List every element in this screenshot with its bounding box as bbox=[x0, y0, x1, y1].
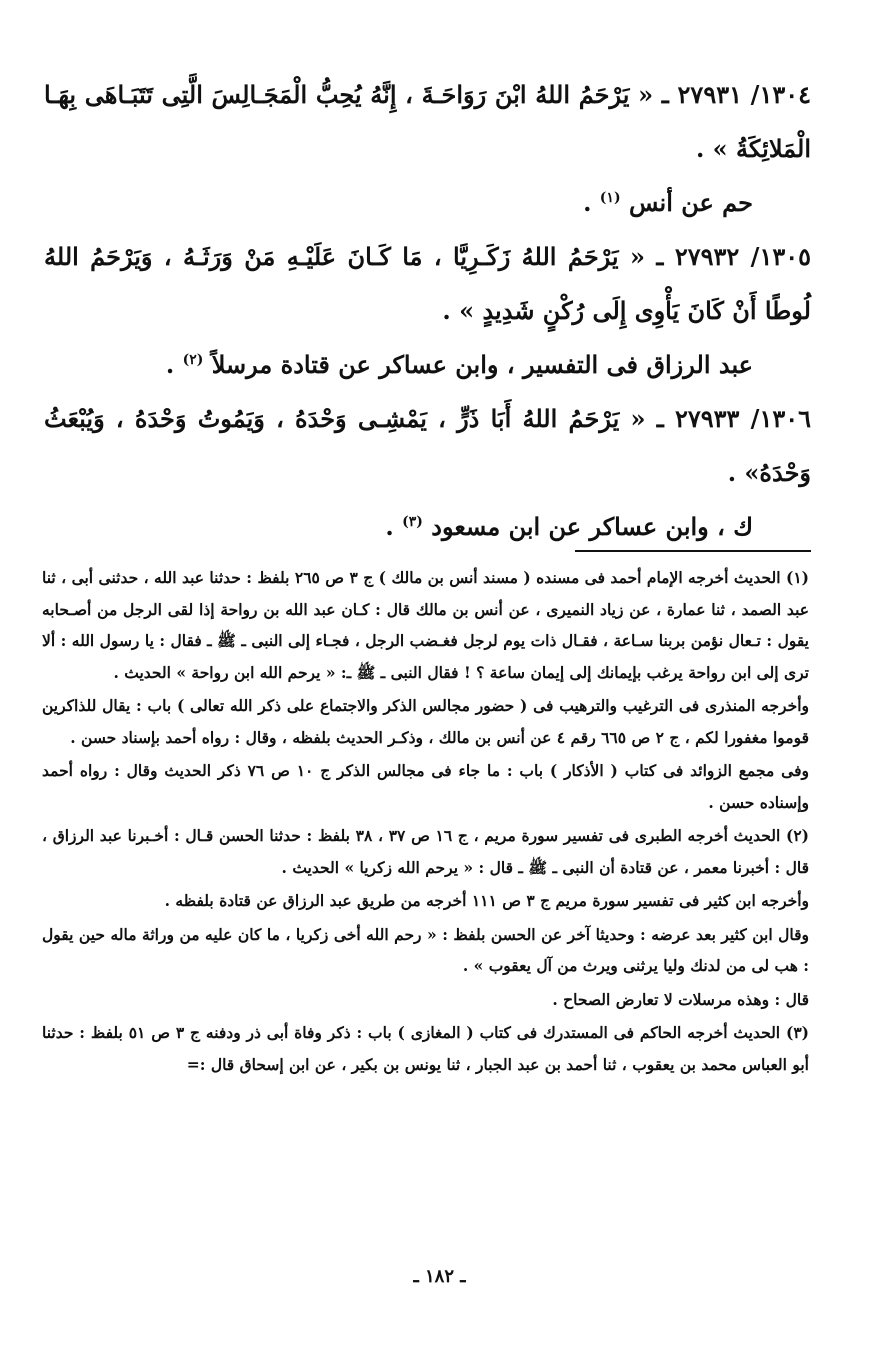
footnotes bbox=[42, 562, 809, 1082]
hadith-source-1306 bbox=[44, 500, 811, 554]
footnote-3 bbox=[42, 1017, 809, 1080]
footnote-number: (١) bbox=[785, 568, 809, 587]
source-end: . bbox=[385, 512, 394, 541]
footnote-number: (٣) bbox=[785, 1023, 809, 1042]
source-text: ك ، وابن عساكر عن ابن مسعود bbox=[431, 512, 753, 541]
hadith-text-1305: ١٣٠٥/ ٢٧٩٣٢ ـ « يَرْحَمُ اللهُ زَكَـرِيَّا ، مَا كَـانَ عَلَيْـهِ مَنْ وَرَثَـهُ ، وَيَرْحَمُ اللهُ لُوطًا أَنْ كَانَ يَأْوِى إِلَى رُكْنٍ شَدِيدٍ » . bbox=[44, 242, 811, 325]
source-end: . bbox=[165, 350, 175, 379]
source-text: حم عن أنس bbox=[628, 188, 753, 217]
footnote-paragraph bbox=[42, 820, 809, 883]
footnote-paragraph: وفى مجمع الزوائد فى كتاب ( الأذكار ) باب : ما جاء فى مجالس الذكر ج ١٠ ص ٧٦ ذكر الحديث وقال : رواه أحمد وإسناده حسن . bbox=[42, 761, 809, 812]
footnote-paragraph bbox=[42, 1017, 809, 1080]
footnote-paragraph: وأخرجه المنذرى فى الترغيب والترهيب فى ( حضور مجالس الذكر والاجتماع على ذكر الله تعالى ) باب : يقال للذاكرين قوموا مغفورا لكم ، ج ٢ ص ٦٦٥ رقم ٤ عن أنس بن مالك ، وذكـر الحديث بلفظه ، وقال : رواه أحمد بإسناد حسن . bbox=[42, 696, 809, 747]
source-end: . bbox=[583, 188, 592, 217]
footnote-text: الحديث أخرجه الإمام أحمد فى مسنده ( مسند أنس بن مالك ) ج ٣ ص ٢٦٥ بلفظ : حدثنا عبد الله ، حدثنى أبى ، ثنا عبد الصمد ، ثنا عمارة ، عن زياد النميرى ، عن أنس بن مالك قال : كـان عبد الله بن رواحة إذا لقى الرجل من أصـحابه يقول : تـعال نؤمن بربنا سـاعة ، فقـال ذات يوم لرجل فغـضب الرجل ، فجـاء إلى النبى ـ ﷺ ـ فقال : يا رسول الله : ألا ترى إلى ابن رواحة يرغب بإيمانك إلى إيمان ساعة ؟ ! فقال النبى ـ ﷺ ـ: « يرحم الله ابن رواحة » الحديث . bbox=[42, 568, 809, 682]
footnote-paragraph: قال : وهذه مرسلات لا تعارض الصحاح . bbox=[552, 989, 809, 1009]
footnote-paragraph bbox=[42, 562, 809, 688]
page-number: ـ ١٨٢ ـ bbox=[413, 1266, 466, 1287]
footnote-divider bbox=[575, 550, 811, 552]
hadith-source-1304 bbox=[44, 176, 811, 230]
footnote-ref-3[interactable]: (٣) bbox=[402, 514, 423, 530]
footnote-ref-1[interactable]: (١) bbox=[599, 190, 621, 206]
footnote-text: الحديث أخرجه الطبرى فى تفسير سورة مريم ، ج ١٦ ص ٣٧ ، ٣٨ بلفظ : حدثنا الحسن قـال : أخـبرنا عبد الرزاق ، قال : أخبرنا معمر ، عن قتادة أن النبى ـ ﷺ ـ قال : « يرحم الله زكريا » الحديث . bbox=[42, 826, 809, 877]
footnote-paragraph: وقال ابن كثير بعد عرضه : وحديثا آخر عن الحسن بلفظ : « رحم الله أخى زكريا ، ما كان عليه من وراثة ماله حين يقول : هب لى من لدنك وليا يرثنى ويرث من آل يعقوب » . bbox=[42, 924, 809, 975]
footnote-number: (٢) bbox=[785, 826, 809, 845]
source-text: عبد الرزاق فى التفسير ، وابن عساكر عن قتادة مرسلاً bbox=[211, 350, 753, 379]
hadith-text-1304: ١٣٠٤/ ٢٧٩٣١ ـ « يَرْحَمُ اللهُ ابْنَ رَوَاحَـةَ ، إِنَّهُ يُحِبُّ الْمَجَـالِسَ الَّتِى تَتَبَـاهَى بِهَـا الْمَلائِكَةُ » . bbox=[44, 80, 812, 163]
footnote-text: الحديث أخرجه الحاكم فى المستدرك فى كتاب ( المغازى ) باب : ذكر وفاة أبى ذر ودفنه ج ٣ ص ٥١ بلفظ : حدثنا أبو العباس محمد بن يعقوب ، ثنا أحمد بن عبد الجبار ، ثنا يونس بن بكير ، عن ابن إسحاق قال := bbox=[42, 1023, 809, 1074]
footnote-ref-2[interactable]: (٢) bbox=[182, 352, 204, 368]
hadith-source-1305 bbox=[44, 338, 811, 392]
footnote-2 bbox=[42, 820, 809, 1015]
hadith-list bbox=[44, 68, 811, 554]
footnote-paragraph: وأخرجه ابن كثير فى تفسير سورة مريم ج ٣ ص ١١١ أخرجه من طريق عبد الرزاق عن قتادة بلفظه . bbox=[164, 891, 809, 910]
footnote-1 bbox=[42, 562, 809, 818]
hadith-text-1306: ١٣٠٦/ ٢٧٩٣٣ ـ « يَرْحَمُ اللهُ أَبَا ذَرٍّ ، يَمْشِـى وَحْدَهُ ، وَيَمُوتُ وَحْدَهُ ، وَيُبْعَثُ وَحْدَهُ» . bbox=[44, 404, 811, 487]
